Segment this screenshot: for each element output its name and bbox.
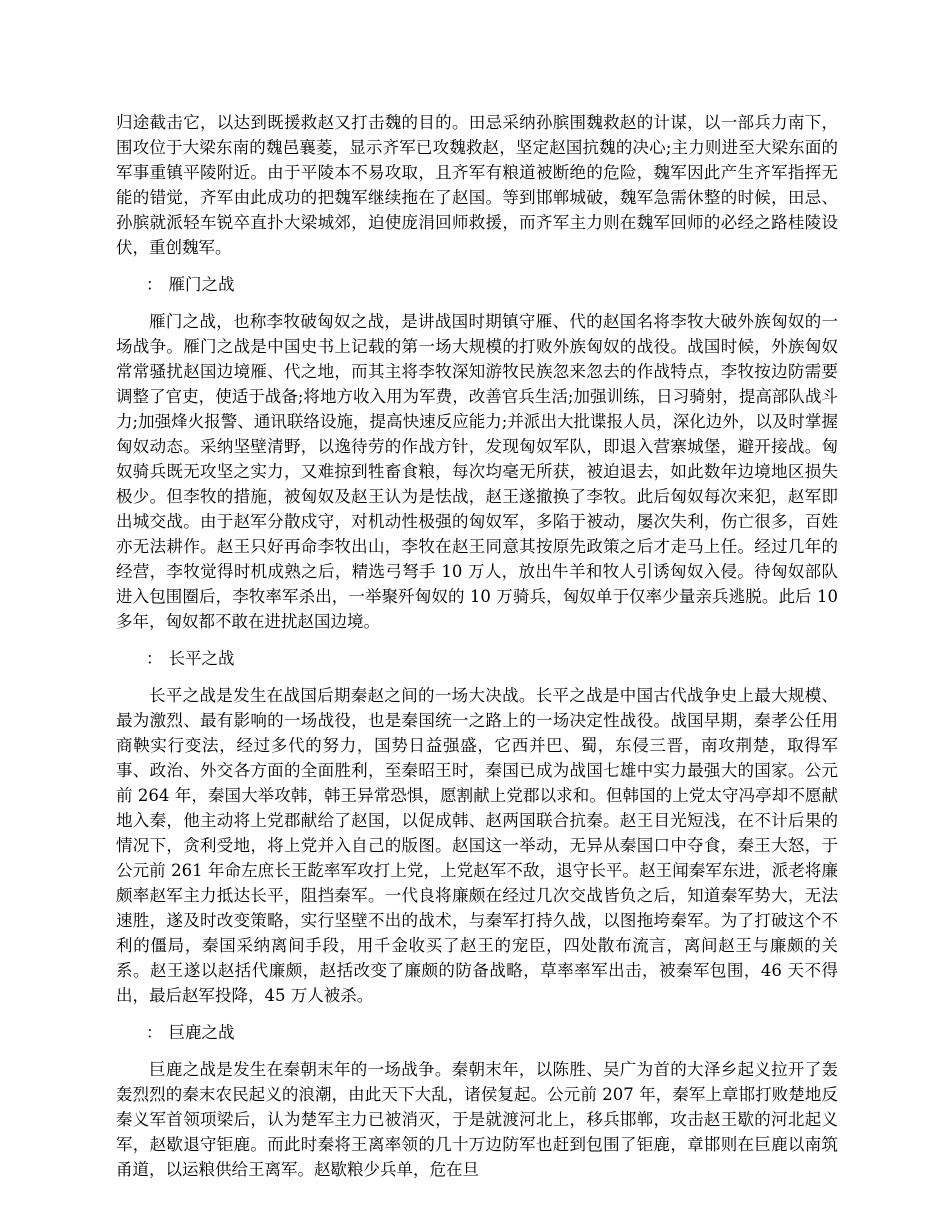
heading-title: 巨鹿之战	[168, 1023, 235, 1042]
heading-title: 雁门之战	[168, 275, 235, 294]
paragraph-yanmen: 雁门之战，也称李牧破匈奴之战，是讲战国时期镇守雁、代的赵国名将李牧大破外族匈奴的一场战争。雁门之战是中国史书上记载的第一场大规模的打败外族匈奴的战役。战国时候，外族匈奴常常骚扰赵国边境雁、代之地，而其主将李牧深知游牧民族忽来忽去的作战特点，李牧按边防需要调整了官吏，使适于战备;将地方收入用为军费，改善官兵生活;加强训练，日习骑射，提高部队战斗力;加强烽火报警、通讯联络设施，提高快速反应能力;并派出大批谍报人员，深化边外，以及时掌握匈奴动态。采纳坚壁清野，以逸待劳的作战方针，发现匈奴军队，即退入营寨城堡，避开接战。匈奴骑兵既无攻坚之实力，又难掠到牲畜食粮，每次均毫无所获，被迫退去，如此数年边境地区损失极少。但李牧的措施，被匈奴及赵王认为是怯战，赵王遂撤换了李牧。此后匈奴每次来犯，赵军即出城交战。由于赵军分散戍守，对机动性极强的匈奴军，多陷于被动，屡次失利，伤亡很多，百姓亦无法耕作。赵王只好再命李牧出山，李牧在赵王同意其按原先政策之后才走马上任。经过几年的经营，李牧觉得时机成熟之后，精选弓弩手 10 万人，放出牛羊和牧人引诱匈奴入侵。待匈奴部队进入包围圈后，李牧率军杀出，一举聚歼匈奴的 10 万骑兵，匈奴单于仅率少量亲兵逃脱。此后 10 多年，匈奴都不敢在进扰赵国边境。	[116, 312, 838, 631]
paragraph-changping: 长平之战是发生在战国后期秦赵之间的一场大决战。长平之战是中国古代战争史上最大规模、最为激烈、最有影响的一场战役，也是秦国统一之路上的一场决定性战役。战国早期，秦孝公任用商鞅实行变法，经过多代的努力，国势日益强盛，它西并巴、蜀，东侵三晋，南攻荆楚，取得军事、政治、外交各方面的全面胜利，至秦昭王时，秦国已成为战国七雄中实力最强大的国家。公元前 264 年，秦国大举攻韩，韩王异常恐惧，愿割献上党郡以求和。但韩国的上党太守冯亭却不愿献地入秦，他主动将上党郡献给了赵国，以促成韩、赵两国联合抗秦。赵王目光短浅，在不计后果的情况下，贪利受地，将上党并入自己的版图。赵国这一举动，无异从秦国口中夺食，秦王大怒，于公元前 261 年命左庶长王龁率军攻打上党，上党赵军不敌，退守长平。赵王闻秦军东进，派老将廉颇率赵军主力抵达长平，阻挡秦军。一代良将廉颇在经过几次交战皆负之后，知道秦军势大，无法速胜，遂及时改变策略，实行坚壁不出的战术，与秦军打持久战，以图拖垮秦军。为了打破这个不利的僵局，秦国采纳离间手段，用千金收买了赵王的宠臣，四处散布流言，离间赵王与廉颇的关系。赵王遂以赵括代廉颇，赵括改变了廉颇的防备战略，草率率军出击，被秦军包围，46 天不得出，最后赵军投降，45 万人被杀。	[116, 686, 838, 1005]
document-page	[116, 110, 838, 1194]
section-heading-changping	[116, 646, 838, 671]
heading-title: 长平之战	[168, 649, 235, 668]
heading-marker: ：	[146, 1023, 163, 1042]
heading-marker: ：	[146, 649, 163, 668]
heading-marker: ：	[146, 275, 163, 294]
section-heading-julu	[116, 1020, 838, 1045]
section-heading-yanmen	[116, 272, 838, 297]
paragraph-julu: 巨鹿之战是发生在秦朝末年的一场战争。秦朝末年，以陈胜、吴广为首的大泽乡起义拉开了轰轰烈烈的秦末农民起义的浪潮，由此天下大乱，诸侯复起。公元前 207 年，秦军上章邯打败楚地反秦义军首领项梁后，认为楚军主力已被消灭，于是就渡河北上，移兵邯郸，攻击赵王歇的河北起义军，赵歇退守钜鹿。而此时秦将王离率领的几十万边防军也赶到包围了钜鹿，章邯则在巨鹿以南筑甬道，以运粮供给王离军。赵歇粮少兵单，危在旦	[116, 1060, 838, 1179]
paragraph-weijiuzhao-ending: 归途截击它，以达到既援救赵又打击魏的目的。田忌采纳孙膑围魏救赵的计谋，以一部兵力南下，围攻位于大梁东南的魏邑襄菱，显示齐军已攻魏救赵，坚定赵国抗魏的决心;主力则进至大梁东面的军事重镇平陵附近。由于平陵本不易攻取，且齐军有粮道被断绝的危险，魏军因此产生齐军指挥无能的错觉，齐军由此成功的把魏军继续拖在了赵国。等到邯郸城破，魏军急需休整的时候，田忌、孙膑就派轻车锐卒直扑大梁城郊，迫使庞涓回师救援，而齐军主力则在魏军回师的必经之路桂陵设伏，重创魏军。	[116, 113, 838, 257]
